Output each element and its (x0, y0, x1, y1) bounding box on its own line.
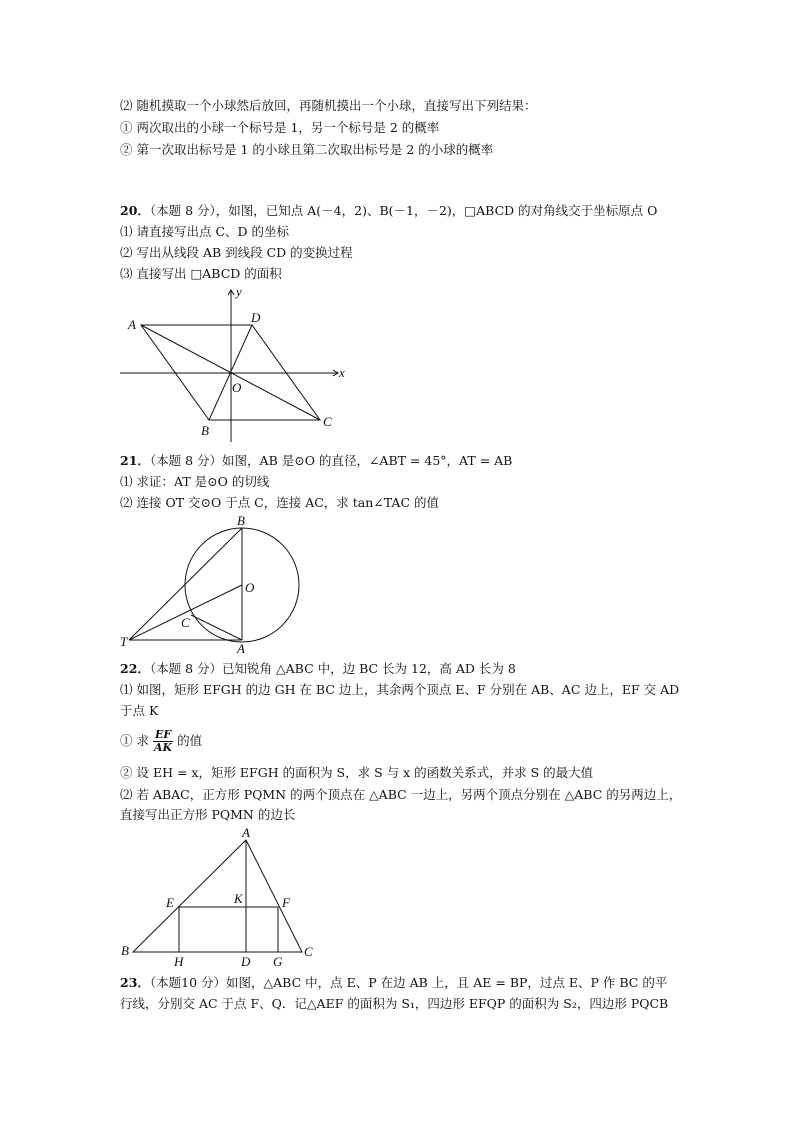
q21-stem: （本题 8 分）如图，AB 是⊙O 的直径，∠ABT = 45°，AT = AB (149, 453, 513, 468)
q20-parallelogram-figure (110, 282, 360, 442)
q21-heading (120, 453, 512, 469)
label-b: B (201, 423, 209, 438)
label-a: A (242, 825, 250, 840)
label-y-axis: y (236, 284, 242, 299)
fraction-ef-over-ak (153, 729, 173, 754)
q20-part-1: ⑴ 请直接写出点 C、D 的坐标 (120, 224, 290, 239)
label-c: C (323, 414, 332, 429)
q22-sub-1-suffix: 的值 (177, 733, 203, 748)
q20-part-3: ⑶ 直接写出 □ABCD 的面积 (120, 266, 282, 281)
label-g: G (273, 954, 283, 969)
triangle-abc (133, 840, 302, 952)
q22-triangle-figure (115, 822, 325, 970)
label-b: B (237, 513, 245, 528)
q20-heading (120, 203, 657, 219)
q21-part-2: ⑵ 连接 OT 交⊙O 于点 C，连接 AC，求 tan∠TAC 的值 (120, 495, 439, 510)
q20-number: 20． (120, 203, 150, 218)
q22-part-2: ⑵ 若 ABAC，正方形 PQMN 的两个顶点在 △ABC 一边上，另两个顶点分别在 △ABC 的另两边上， (120, 787, 682, 802)
q23-heading (120, 975, 667, 991)
label-a: A (128, 317, 136, 332)
label-h: H (174, 954, 184, 969)
q19-line-2: ① 两次取出的小球一个标号是 1，另一个标号是 2 的概率 (120, 120, 440, 135)
label-o: O (245, 580, 255, 595)
label-o: O (232, 380, 242, 395)
label-c: C (181, 615, 190, 630)
label-b: B (121, 943, 129, 958)
q21-part-1: ⑴ 求证：AT 是⊙O 的切线 (120, 474, 270, 489)
rectangle-efgh (179, 907, 278, 952)
q22-number: 22． (120, 661, 150, 676)
q20-part-2: ⑵ 写出从线段 AB 到线段 CD 的变换过程 (120, 245, 353, 260)
label-x-axis: x (339, 365, 345, 380)
q23-stem: （本题10 分）如图，△ABC 中，点 E、P 在边 AB 上，且 AE = BP，过点 E、P 作 BC 的平 (149, 975, 668, 990)
q22-sub-1 (120, 728, 202, 754)
label-k: K (234, 891, 243, 906)
q22-part-1: ⑴ 如图，矩形 EFGH 的边 GH 在 BC 边上，其余两个顶点 E、F 分别在 AB、AC 边上，EF 交 AD (120, 682, 680, 697)
label-a: A (237, 641, 245, 656)
label-t: T (120, 634, 128, 649)
q22-stem: （本题 8 分）已知锐角 △ABC 中，边 BC 长为 12，高 AD 长为 8 (149, 661, 516, 676)
q22-sub-1-prefix: ① 求 (120, 733, 149, 748)
q23-number: 23． (120, 975, 150, 990)
q22-heading (120, 661, 516, 677)
label-e: E (166, 895, 174, 910)
q21-number: 21． (120, 453, 150, 468)
q23-stem-cont: 行线，分别交 AC 于点 F、Q．记△AEF 的面积为 S₁，四边形 EFQP 的面积为 S₂，四边形 PQCB (120, 996, 669, 1011)
fraction-numerator: EF (154, 728, 172, 741)
fraction-denominator: AK (153, 741, 173, 754)
q19-line-1: ⑵ 随机摸取一个小球然后放回，再随机摸出一个小球，直接写出下列结果： (120, 98, 537, 113)
label-d: D (241, 954, 251, 969)
q22-part-1-cont: 于点 K (120, 703, 159, 718)
label-f: F (282, 895, 290, 910)
q19-line-3: ② 第一次取出标号是 1 的小球且第二次取出标号是 2 的小球的概率 (120, 142, 494, 157)
q22-part-2-cont: 直接写出正方形 PQMN 的边长 (120, 807, 296, 822)
label-d: D (251, 310, 261, 325)
label-c: C (304, 944, 313, 959)
q22-sub-2: ② 设 EH = x，矩形 EFGH 的面积为 S，求 S 与 x 的函数关系式，并求 S 的最大值 (120, 765, 594, 780)
q20-stem: （本题 8 分），如图，已知点 A(－4，2)、B(－1，－2)，□ABCD 的对角线交于坐标原点 O (149, 203, 658, 218)
q21-circle-figure (112, 512, 312, 657)
